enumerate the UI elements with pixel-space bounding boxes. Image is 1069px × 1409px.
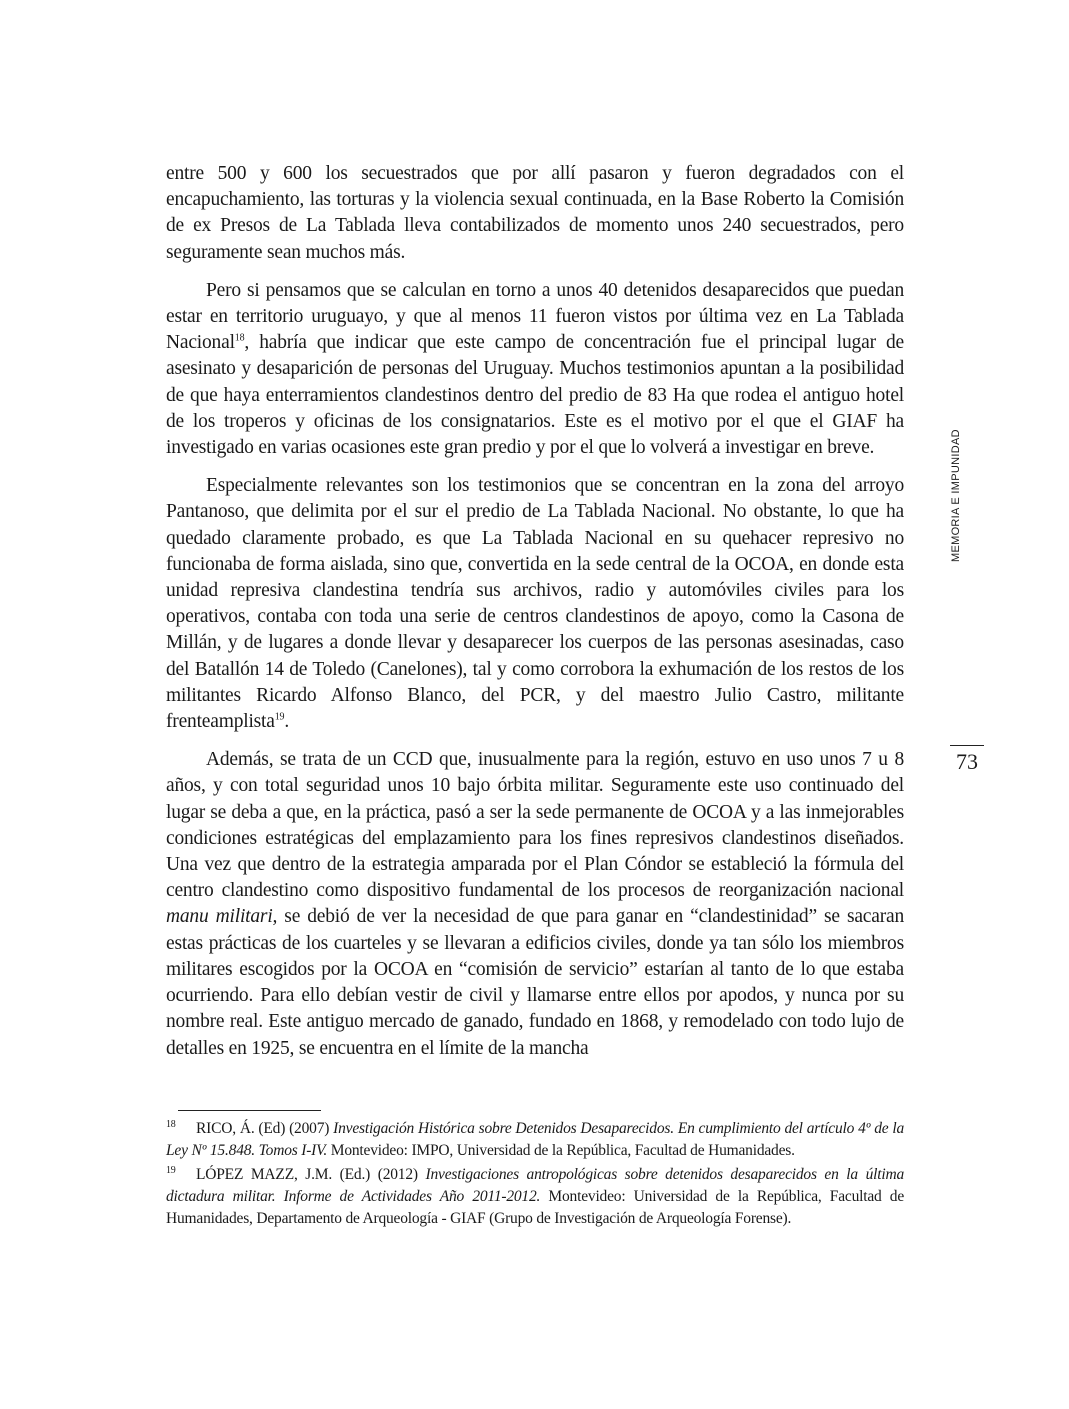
footnote-ref-19[interactable]: 19	[274, 711, 285, 723]
paragraph-4	[166, 747, 904, 1061]
paragraph-1	[166, 161, 904, 266]
page-number: 73	[956, 749, 978, 774]
running-section-title: MEMORIA E IMPUNIDAD	[950, 429, 962, 562]
footnote-title: Investigaciones antropológicas sobre detenidos desaparecidos en la última dictadura militar. Informe de Actividades Año 2011-2012.	[166, 1166, 904, 1205]
paragraph-text: , habría que indicar que este campo de concentración fue el principal lugar de asesinato y desaparición de personas del Uruguay. Muchos testimonios apuntan a la posibilidad de que haya enterramientos clandestinos dentro del predio de 83 Ha que rodea el antiguo hotel de los troperos y oficinas de los consignatarios. Este es el motivo por el que el GIAF ha investigado en varias ocasiones este gran predio y por el que lo volverá a investigar en breve.	[166, 332, 904, 459]
italic-phrase: manu militari,	[166, 906, 278, 928]
footnotes	[166, 1118, 904, 1232]
footnote-text: LÓPEZ MAZZ, J.M. (Ed.) (2012)	[196, 1166, 426, 1183]
footnote-text: Montevideo: IMPO, Universidad de la República, Facultad de Humanidades.	[327, 1142, 795, 1159]
page-number-rule	[950, 745, 984, 746]
footnote-text: RICO, Á. (Ed) (2007)	[196, 1120, 334, 1137]
footnote-18: 18 RICO, Á. (Ed) (2007) Investigación Histórica sobre Detenidos Desaparecidos. En cumplimiento del artículo 4º de la Ley Nº 15.848. Tomos I-IV. Montevideo: IMPO, Universidad de la República, Facultad de Humanidades.	[166, 1118, 905, 1159]
paragraph-text: se debió de ver la necesidad de que para ganar en “clandestinidad” se sacaran estas prácticas de los cuarteles y se llevaran a edificios civiles, donde ya tan sólo los miembros militares escogidos por la OCOA en “comisión de servicio” estarían al tanto de lo que estaba ocurriendo. Para ello debían vestir de civil y llamarse entre ellos por apodos, y nunca por su nombre real. Este antiguo mercado de ganado, fundado en 1868, y remodelado con todo lujo de detalles en 1925, se encuentra en el límite de la mancha	[166, 906, 904, 1059]
paragraph-text: entre 500 y 600 los secuestrados que por allí pasaron y fueron degradados con el encapuchamiento, las torturas y la violencia sexual continuada, en la Base Roberto la Comisión de ex Presos de La Tablada lleva contabilizados de momento unos 240 secuestrados, pero seguramente sean muchos más.	[166, 163, 904, 263]
paragraph-text: .	[284, 711, 290, 733]
paragraph-2	[166, 278, 904, 461]
paragraph-text: Especialmente relevantes son los testimonios que se concentran en la zona del arroyo Pantanoso, que delimita por el sur el predio de La Tablada Nacional. No obstante, lo que ha quedado claramente probado, es que La Tablada Nacional en su quehacer represivo no funcionaba de forma aislada, sino que, convertida en la sede central de la OCOA, en donde esta unidad represiva clandestina tendría sus archivos, radio y automóviles civiles para los operativos, contaba con toda una serie de centros clandestinos de apoyo, como la Casona de Millán, y de lugares a donde llevar y desaparecer los cuerpos de las personas asesinadas, caso del Batallón 14 de Toledo (Canelones), tal y como corrobora la exhumación de los restos de los militantes Ricardo Alfonso Blanco, del PCR, y del maestro Julio Castro, militante frenteamplista	[166, 475, 904, 733]
paragraph-text: Además, se trata de un CCD que, inusualmente para la región, estuvo en uso unos 7 u 8 años, y con total seguridad unos 10 bajo órbita militar. Seguramente este uso continuado del lugar se deba a que, en la práctica, pasó a ser la sede permanente de OCOA y a las inmejorables condiciones estratégicas del emplazamiento para los fines represivos clandestinos diseñados. Una vez que dentro de la estrategia amparada por el Plan Cóndor se estableció la fórmula del centro clandestino como dispositivo fundamental de los procesos de reorganización nacional	[166, 749, 904, 902]
paragraph-text: Pero si pensamos que se calculan en torno a unos 40 detenidos desaparecidos que puedan estar en territorio uruguayo, y que al menos 11 fueron vistos por última vez en La Tablada Nacional	[166, 279, 904, 354]
footnote-title: Investigación Histórica sobre Detenidos Desaparecidos. En cumplimiento del artículo 4º de la Ley Nº 15.848. Tomos I-IV.	[166, 1120, 905, 1159]
paragraph-3	[166, 473, 904, 735]
footnote-text: Montevideo: Universidad de la República, Facultad de Humanidades, Departamento de Arqueología - GIAF (Grupo de Investigación de Arqueología Forense).	[166, 1188, 904, 1227]
body-text	[166, 161, 904, 1074]
footnote-ref-18[interactable]: 18	[234, 332, 245, 344]
footnote-19: 19 LÓPEZ MAZZ, J.M. (Ed.) (2012) Investigaciones antropológicas sobre detenidos desaparecidos en la última dictadura militar. Informe de Actividades Año 2011-2012. Montevideo: Universidad de la República, Facultad de Humanidades, Departamento de Arqueología - GIAF (Grupo de Investigación de Arqueología Forense).	[166, 1164, 904, 1227]
footnote-separator	[178, 1110, 321, 1111]
